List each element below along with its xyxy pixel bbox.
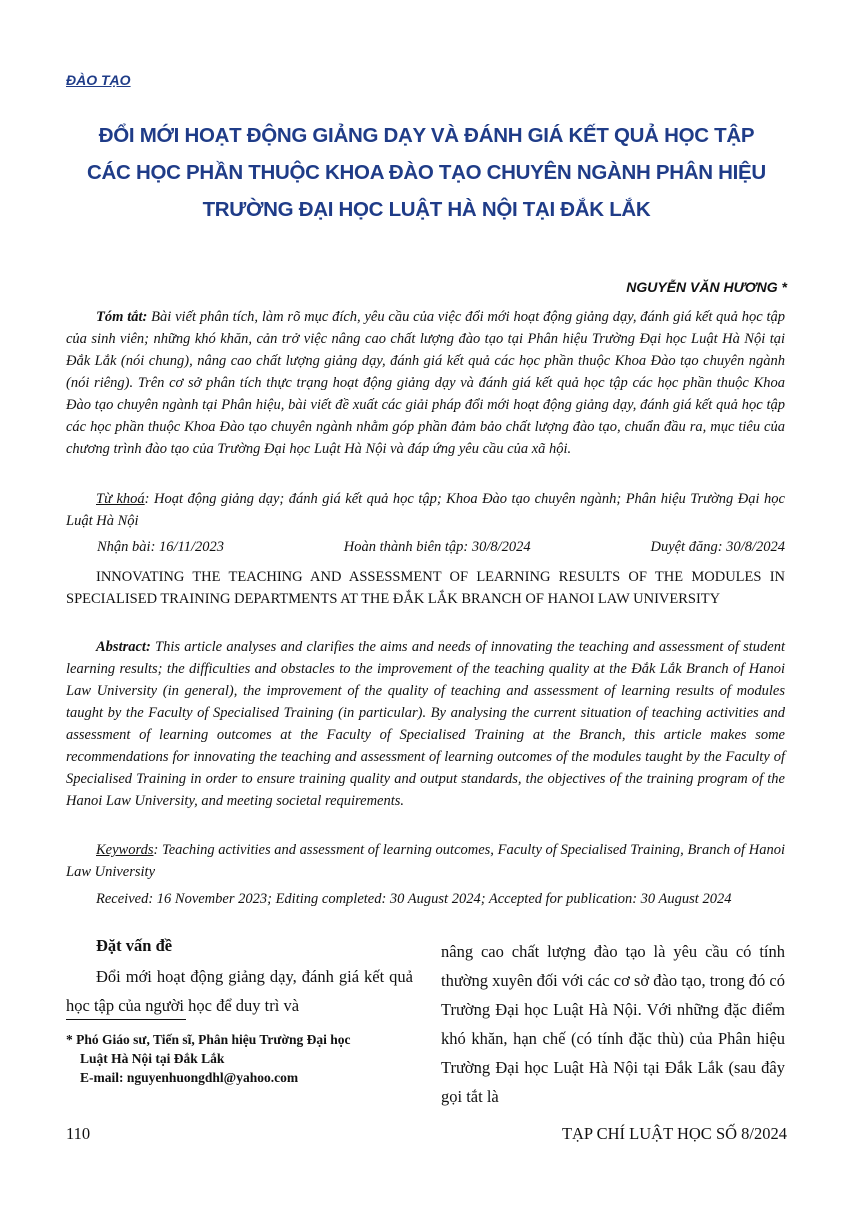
author-footnote	[66, 1030, 413, 1087]
keywords-vi-text: : Hoạt động giảng dạy; đánh giá kết quả học tập; Khoa Đào tạo chuyên ngành; Phân hiệu Trường Đại học Luật Hà Nội	[66, 491, 785, 529]
date-accepted: Duyệt đăng: 30/8/2024	[650, 539, 785, 555]
abstract-text: This article analyses and clarifies the aims and needs of innovating the teaching and assessment of student learning results; the difficulties and obstacles to the improvement of the teaching quality at the Đắk Lắk Branch of Hanoi Law University (in general), the improvement of the quality of teaching and assessment of learning results of modules taught by the Faculty of Specialised Training (in particular). By analysing the current situation of teaching activities and assessment of learning outcomes at the Faculty of Specialised Training at the Branch, this article makes some recommendations for innovating the teaching and assessment of learning outcomes of the modules taught by the Faculty of Specialised Training in order to ensure training quality and output standards, the objectives of the training program of the Hanoi Law University, and meeting societal requirements.	[66, 639, 785, 809]
section-label: ĐÀO TẠO	[66, 72, 131, 88]
title-line-2: CÁC HỌC PHẦN THUỘC KHOA ĐÀO TẠO CHUYÊN NGÀNH PHÂN HIỆU	[87, 161, 766, 184]
dates-vi	[97, 539, 785, 556]
section-heading: Đặt vấn đề	[96, 936, 173, 955]
summary-label: Tóm tắt:	[96, 309, 148, 325]
keywords-vi	[66, 488, 785, 532]
abstract-label: Abstract:	[96, 639, 151, 655]
keywords-en	[66, 839, 785, 883]
dates-en: Received: 16 November 2023; Editing completed: 30 August 2024; Accepted for publication: 30 August 2024	[96, 891, 732, 907]
page-number: 110	[66, 1124, 91, 1143]
date-received: Nhận bài: 16/11/2023	[97, 539, 225, 555]
summary-text: Bài viết phân tích, làm rõ mục đích, yêu cầu của việc đổi mới hoạt động giảng dạy, đánh giá kết quả học tập của sinh viên; những khó khăn, cản trở việc nâng cao chất lượng đào tạo tại Phân hiệu Trường Đại học Luật Hà Nội tại Đắk Lắk (nói chung), nâng cao chất lượng giảng dạy, đánh giá kết quả các học phần thuộc Khoa Đào tạo chuyên ngành (nói riêng). Trên cơ sở phân tích thực trạng hoạt động giảng dạy và đánh giá kết quả học tập các học phần thuộc Khoa Đào tạo chuyên ngành tại Phân hiệu, bài viết đề xuất các giải pháp đổi mới hoạt động giảng dạy, đánh giá kết quả học tập các học phần thuộc Khoa Đào tạo chuyên ngành nhằm góp phần đảm bảo chất lượng đào tạo, chuẩn đầu ra, mục tiêu của chương trình đào tạo của Trường Đại học Luật Hà Nội và đáp ứng yêu cầu của xã hội.	[66, 309, 786, 457]
footnote-line-1: * Phó Giáo sư, Tiến sĩ, Phân hiệu Trường Đại học	[66, 1032, 351, 1047]
keywords-vi-label: Từ khoá	[96, 491, 145, 507]
title-line-3: TRƯỜNG ĐẠI HỌC LUẬT HÀ NỘI TẠI ĐẮK LẮK	[202, 198, 651, 221]
keywords-en-label: Keywords	[96, 842, 154, 858]
english-title: INNOVATING THE TEACHING AND ASSESSMENT OF LEARNING RESULTS OF THE MODULES IN SPECIALISED TRAINING DEPARTMENTS AT THE ĐẮK LẮK BRANCH OF HANOI LAW UNIVERSITY	[66, 569, 785, 607]
author-name: NGUYỄN VĂN HƯƠNG *	[626, 279, 787, 295]
title-line-1: ĐỔI MỚI HOẠT ĐỘNG GIẢNG DẠY VÀ ĐÁNH GIÁ KẾT QUẢ HỌC TẬP	[98, 124, 755, 147]
keywords-en-text: : Teaching activities and assessment of learning outcomes, Faculty of Specialised Training, Branch of Hanoi Law University	[66, 842, 785, 880]
date-edited: Hoàn thành biên tập: 30/8/2024	[343, 539, 531, 555]
footnote-line-2: Luật Hà Nội tại Đắk Lắk	[80, 1051, 225, 1066]
journal-name: TẠP CHÍ LUẬT HỌC SỐ 8/2024	[561, 1124, 787, 1143]
footnote-email: E-mail: nguyenhuongdhl@yahoo.com	[80, 1070, 299, 1085]
summary-vi	[66, 306, 785, 460]
article-title	[40, 117, 813, 228]
body-left-text: Đổi mới hoạt động giảng dạy, đánh giá kết quả học tập của người học để duy trì và	[66, 967, 413, 1015]
body-right-text: nâng cao chất lượng đào tạo là yêu cầu có tính thường xuyên đối với các cơ sở đào tạo, trong đó có Trường Đại học Luật Hà Nội. Với những đặc điểm khó khăn, hạn chế (có tính đặc thù) của Phân hiệu Trường Đại học Luật Hà Nội tại Đắk Lắk (sau đây gọi tắt là	[441, 942, 785, 1106]
abstract-en	[66, 636, 785, 812]
footnote-divider	[66, 1019, 186, 1020]
